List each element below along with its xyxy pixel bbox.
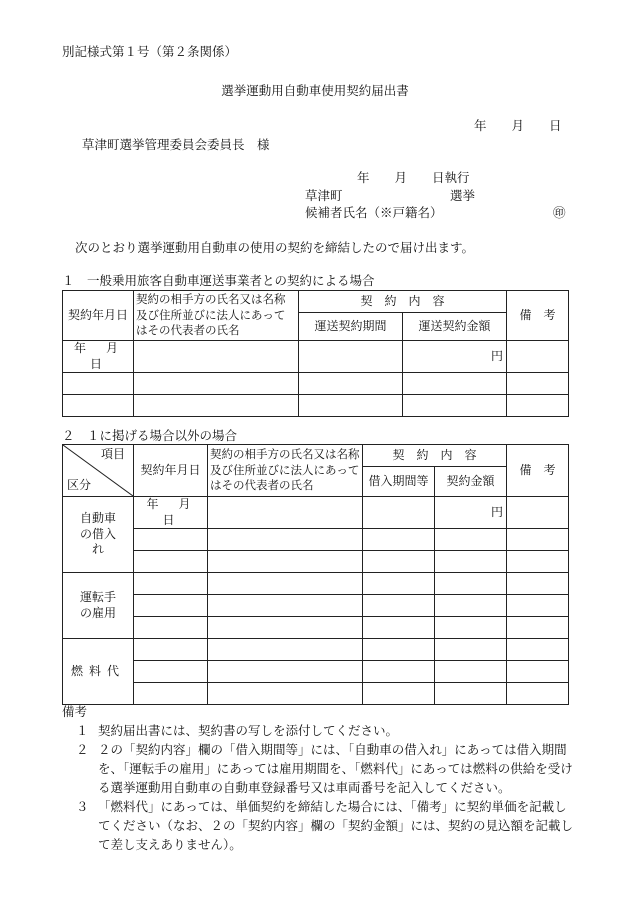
amount-cell[interactable] (403, 373, 507, 395)
amount-cell[interactable] (435, 595, 507, 617)
col-counterparty: 契約の相手方の氏名又は名称及び住所並びに法人にあってはその代表者の氏名 (208, 445, 363, 497)
col-contract-content: 契 約 内 容 (363, 445, 507, 467)
period-cell[interactable] (363, 551, 435, 573)
notes-heading: 備考 (62, 704, 88, 719)
remarks-cell[interactable] (507, 395, 569, 417)
category-label: 区分 (67, 478, 92, 493)
section2-heading: ２ １に掲げる場合以外の場合 (62, 428, 238, 443)
counterparty-cell[interactable] (208, 595, 363, 617)
candidate-name-label: 候補者氏名（※戸籍名） (305, 205, 443, 220)
amount-cell[interactable] (435, 529, 507, 551)
remarks-cell[interactable] (507, 341, 569, 373)
date-cell[interactable] (134, 573, 208, 595)
table-row (63, 595, 569, 617)
table-row (63, 395, 569, 417)
remarks-cell[interactable] (507, 551, 569, 573)
section1-heading: １ 一般乗用旅客自動車運送事業者との契約による場合 (62, 273, 375, 288)
date-cell[interactable] (134, 595, 208, 617)
period-cell[interactable] (363, 617, 435, 639)
counterparty-cell[interactable] (208, 551, 363, 573)
date-cell[interactable] (63, 395, 134, 417)
counterparty-cell[interactable] (134, 395, 299, 417)
item-category-header (63, 445, 134, 497)
col-contract-content: 契 約 内 容 (299, 291, 507, 313)
remarks-cell[interactable] (507, 595, 569, 617)
date-cell[interactable] (134, 551, 208, 573)
election-label: 選挙 (450, 188, 476, 203)
date-cell[interactable] (134, 529, 208, 551)
col-remarks: 備 考 (507, 445, 569, 497)
col-counterparty: 契約の相手方の氏名又は名称及び住所並びに法人にあってはその代表者の氏名 (134, 291, 299, 341)
amount-cell[interactable] (435, 639, 507, 661)
form-label: 別記様式第１号（第２条関係） (62, 44, 238, 59)
table-row (63, 573, 569, 595)
remarks-cell[interactable] (507, 661, 569, 683)
seal-mark: ㊞ (553, 205, 566, 220)
counterparty-cell[interactable] (208, 529, 363, 551)
note-number: １ (76, 723, 89, 738)
date-cell[interactable] (134, 661, 208, 683)
amount-cell[interactable]: 円 (403, 341, 507, 373)
category-fuel: 燃料代 (63, 639, 134, 705)
period-cell[interactable] (363, 639, 435, 661)
remarks-cell[interactable] (507, 529, 569, 551)
counterparty-cell[interactable] (134, 341, 299, 373)
date-cell[interactable]: 年 月 日 (63, 341, 134, 373)
note-text: 契約届出書には、契約書の写しを添付してください。 (98, 723, 399, 738)
counterparty-cell[interactable] (208, 661, 363, 683)
amount-cell[interactable] (403, 395, 507, 417)
table-row (63, 341, 569, 373)
addressee: 草津町選挙管理委員会委員長 様 (82, 137, 270, 152)
amount-cell[interactable] (435, 617, 507, 639)
table-row (63, 373, 569, 395)
remarks-cell[interactable] (507, 497, 569, 529)
counterparty-cell[interactable] (134, 373, 299, 395)
table-row (63, 617, 569, 639)
date-cell[interactable]: 年 月 日 (134, 497, 208, 529)
period-cell[interactable] (363, 497, 435, 529)
table-row (63, 551, 569, 573)
date-cell[interactable] (63, 373, 134, 395)
period-cell[interactable] (363, 529, 435, 551)
section1-table (62, 290, 569, 417)
category-driver-hire: 運転手の雇用 (63, 573, 134, 639)
note-text: 「燃料代」にあっては、単価契約を締結した場合には、「備考」に契約単価を記載してください（なお、２の「契約内容」欄の「契約金額」には、契約の見込額を記載して差し支えありません）。 (98, 799, 574, 852)
counterparty-cell[interactable] (208, 617, 363, 639)
period-cell[interactable] (363, 573, 435, 595)
note-number: ３ (76, 799, 89, 814)
remarks-cell[interactable] (507, 617, 569, 639)
counterparty-cell[interactable] (208, 639, 363, 661)
date-cell[interactable] (134, 617, 208, 639)
remarks-cell[interactable] (507, 639, 569, 661)
submission-date: 年 月 日 (474, 118, 562, 133)
counterparty-cell[interactable] (208, 573, 363, 595)
period-cell[interactable] (363, 595, 435, 617)
col-transport-amount: 運送契約金額 (403, 313, 507, 341)
col-remarks: 備 考 (507, 291, 569, 341)
col-contract-amount: 契約金額 (435, 467, 507, 497)
period-cell[interactable] (299, 341, 403, 373)
table-row (63, 529, 569, 551)
counterparty-cell[interactable] (208, 497, 363, 529)
note-item (62, 721, 577, 740)
col-contract-date: 契約年月日 (134, 445, 208, 497)
period-cell[interactable] (299, 395, 403, 417)
amount-cell[interactable] (435, 573, 507, 595)
notes-section (62, 702, 577, 854)
amount-cell[interactable] (435, 551, 507, 573)
remarks-cell[interactable] (507, 573, 569, 595)
document-title: 選挙運動用自動車使用契約届出書 (221, 83, 409, 98)
intro-text: 次のとおり選挙運動用自動車の使用の契約を締結したので届け出ます。 (75, 240, 475, 255)
table-row (63, 639, 569, 661)
note-item (62, 740, 577, 797)
note-text: ２の「契約内容」欄の「借入期間等」には、「自動車の借入れ」にあっては借入期間を、「運転手の雇用」にあっては雇用期間を、「燃料代」にあっては燃料の供給を受ける選挙運動用自動車の自動車登録番号又は車両番号を記入してください。 (98, 742, 573, 795)
town-name: 草津町 (305, 188, 343, 203)
item-label: 項目 (100, 447, 125, 461)
col-transport-period: 運送契約期間 (299, 313, 403, 341)
col-loan-period: 借入期間等 (363, 467, 435, 497)
col-contract-date: 契約年月日 (63, 291, 134, 341)
period-cell[interactable] (299, 373, 403, 395)
amount-cell[interactable]: 円 (435, 497, 507, 529)
period-cell[interactable] (363, 661, 435, 683)
section2-table (62, 444, 569, 705)
amount-cell[interactable] (435, 661, 507, 683)
date-cell[interactable] (134, 639, 208, 661)
remarks-cell[interactable] (507, 373, 569, 395)
table-row (63, 661, 569, 683)
execution-date: 年 月 日執行 (357, 170, 470, 185)
table-row (63, 497, 569, 529)
note-item (62, 797, 577, 854)
category-vehicle-rental: 自動車の借入れ (63, 497, 134, 573)
note-number: ２ (76, 742, 89, 757)
